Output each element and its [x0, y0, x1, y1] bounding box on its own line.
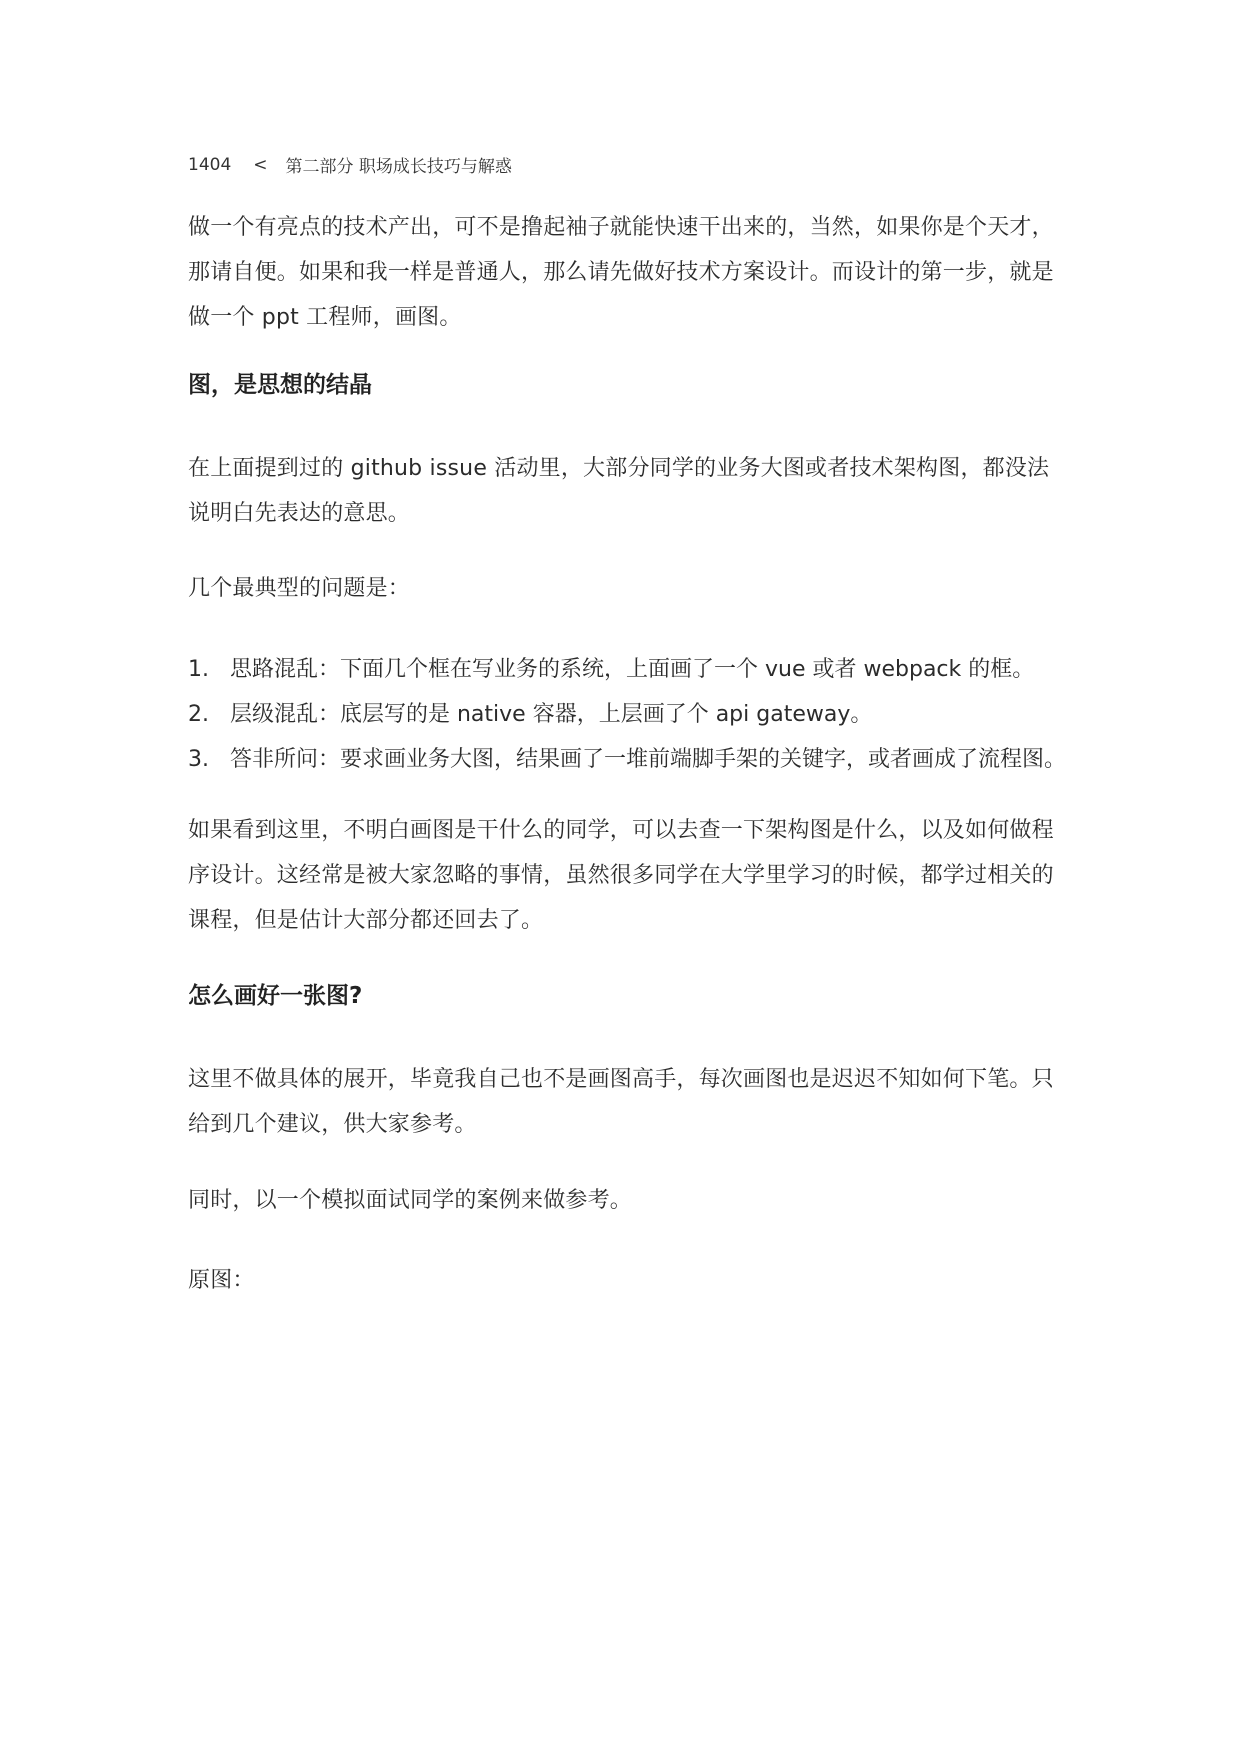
page-number: 1404 [188, 154, 232, 175]
paragraph-suggestions: 这里不做具体的展开，毕竟我自己也不是画图高手，每次画图也是迟迟不知如何下笔。只给到几个建议，供大家参考。 [188, 1067, 1054, 1137]
paragraph-typical-problems: 几个最典型的问题是： [188, 576, 411, 601]
paragraph-original-figure: 原图： [188, 1268, 255, 1293]
list-number: 2. [188, 702, 209, 727]
list-item [188, 647, 1088, 692]
list-text: 答非所问：要求画业务大图，结果画了一堆前端脚手架的关键字，或者画成了流程图。 [230, 747, 1067, 772]
list-number: 1. [188, 657, 209, 682]
paragraph-intro: 做一个有亮点的技术产出，可不是撸起袖子就能快速干出来的，当然，如果你是个天才，那请自便。如果和我一样是普通人，那么请先做好技术方案设计。而设计的第一步，就是做一个 ppt 工程师，画图。 [188, 215, 1054, 330]
problem-list [188, 647, 1088, 782]
list-text: 思路混乱：下面几个框在写业务的系统，上面画了一个 vue 或者 webpack 的框。 [230, 657, 1035, 682]
section-title: 第二部分 职场成长技巧与解惑 [285, 157, 512, 177]
heading-how-to-draw: 怎么画好一张图? [188, 983, 363, 1009]
heading-thought-crystal: 图，是思想的结晶 [188, 372, 372, 398]
chevron-left-icon: < [253, 154, 268, 175]
running-header [188, 152, 512, 177]
paragraph-github-issue: 在上面提到过的 github issue 活动里，大部分同学的业务大图或者技术架构图，都没法说明白先表达的意思。 [188, 456, 1050, 526]
list-number: 3. [188, 747, 209, 772]
list-item [188, 692, 1088, 737]
list-item [188, 737, 1088, 782]
list-text: 层级混乱：底层写的是 native 容器，上层画了个 api gateway。 [230, 702, 873, 727]
paragraph-mock-interview: 同时，以一个模拟面试同学的案例来做参考。 [188, 1188, 633, 1213]
paragraph-architecture: 如果看到这里，不明白画图是干什么的同学，可以去查一下架构图是什么，以及如何做程序设计。这经常是被大家忽略的事情，虽然很多同学在大学里学习的时候，都学过相关的课程，但是估计大部分都还回去了。 [188, 818, 1054, 933]
